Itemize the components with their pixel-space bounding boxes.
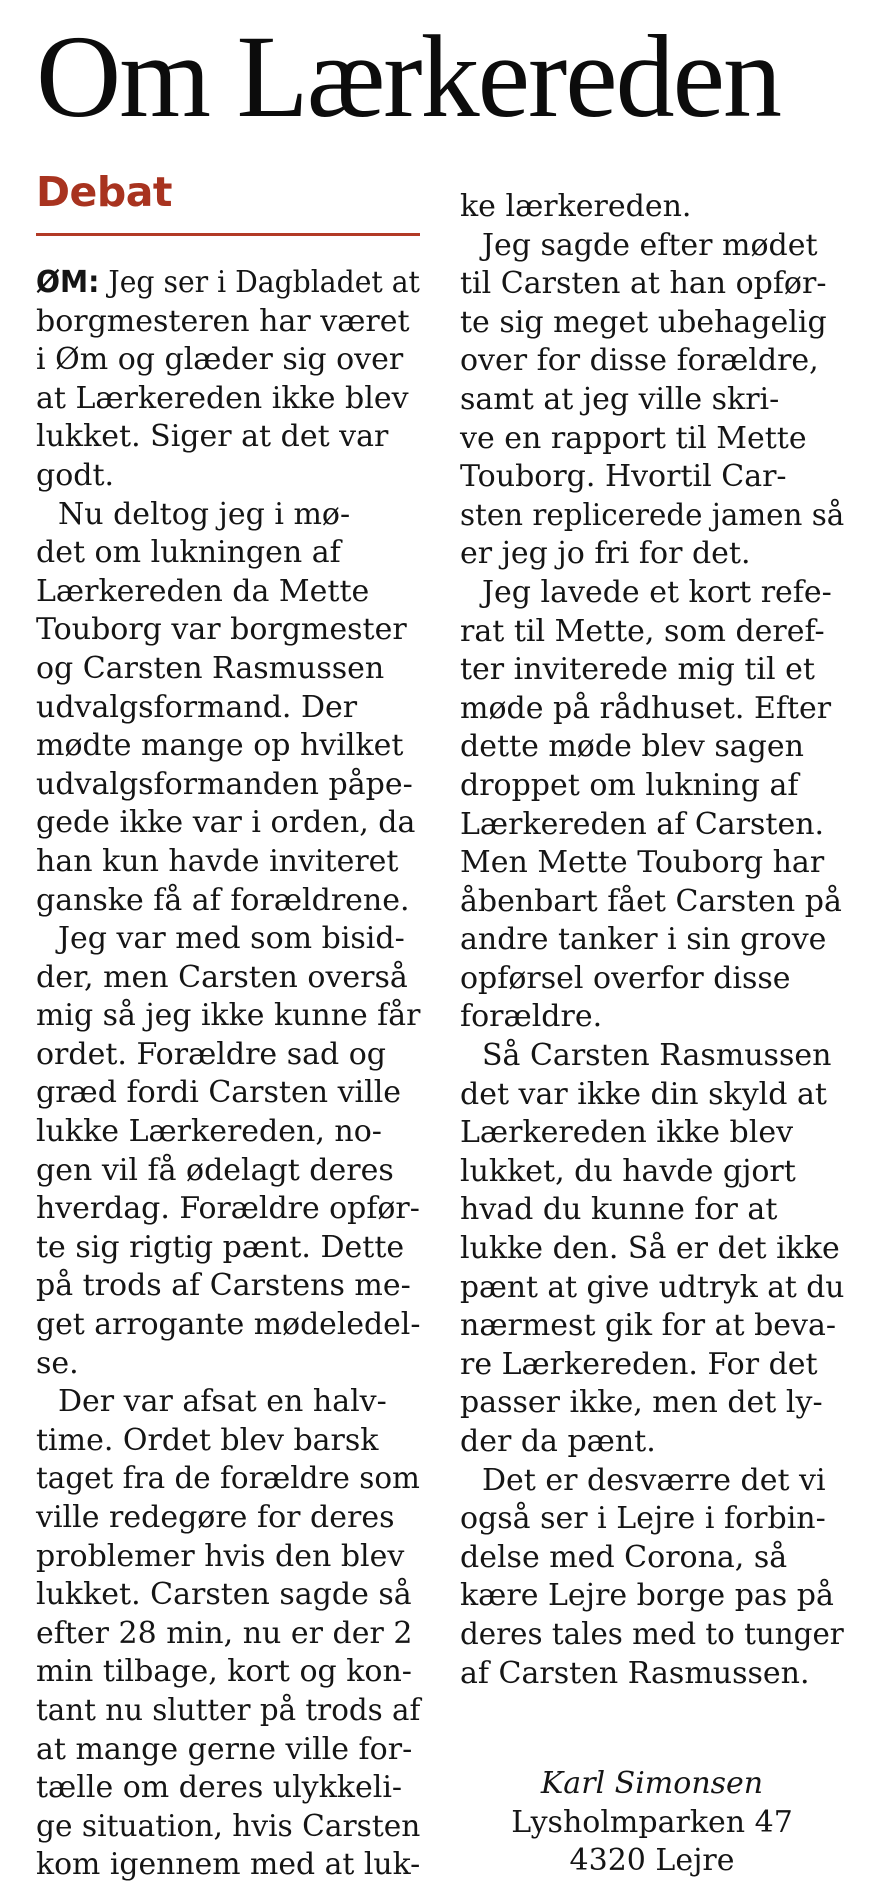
text-line-content: Lærkereden af Carsten. bbox=[460, 806, 825, 842]
text-line bbox=[36, 1074, 420, 1113]
text-line bbox=[36, 1345, 420, 1384]
text-line bbox=[460, 1655, 844, 1694]
text-line-content: Så Carsten Rasmussen bbox=[482, 1038, 832, 1074]
author-name: Karl Simonsen bbox=[540, 1766, 764, 1801]
text-line bbox=[460, 1500, 844, 1539]
text-line bbox=[36, 1653, 420, 1692]
text-line bbox=[36, 1113, 420, 1152]
text-line bbox=[460, 188, 844, 227]
text-line bbox=[460, 960, 844, 999]
text-line-content: åbenbart fået Carsten på bbox=[460, 883, 842, 919]
text-line-content: deres tales med to tunger bbox=[460, 1616, 844, 1652]
headline: Om Lærkereden bbox=[36, 11, 780, 142]
text-line bbox=[36, 1692, 420, 1731]
text-line-content: godt. bbox=[36, 457, 115, 493]
text-line-content: passer ikke, men det ly- bbox=[460, 1385, 823, 1421]
text-line bbox=[36, 496, 420, 535]
text-line-content: det om lukningen af bbox=[36, 535, 341, 571]
section-rule bbox=[36, 233, 420, 236]
text-line bbox=[460, 1384, 844, 1423]
text-line-content: i Øm og glæder sig over bbox=[36, 342, 404, 378]
text-line-content: andre tanker i sin grove bbox=[460, 922, 827, 958]
text-line bbox=[36, 1383, 420, 1422]
text-line bbox=[36, 1576, 420, 1615]
text-line-content: over for disse forældre, bbox=[460, 343, 819, 379]
text-line bbox=[460, 844, 844, 883]
text-line-content: til Carsten at han opfør- bbox=[460, 266, 827, 302]
text-line-content: det var ikke din skyld at bbox=[460, 1076, 827, 1112]
text-line-content: sten replicerede jamen så bbox=[460, 497, 845, 533]
text-line bbox=[460, 806, 844, 845]
text-line bbox=[460, 767, 844, 806]
dateline: ØM: bbox=[36, 265, 100, 300]
text-line-content: også ser i Lejre i forbin- bbox=[460, 1501, 826, 1537]
text-line bbox=[460, 227, 844, 266]
text-line-content: lukke Lærkereden, no- bbox=[36, 1114, 382, 1150]
text-line-content: te sig rigtig pænt. Dette bbox=[36, 1229, 405, 1265]
text-line bbox=[460, 420, 844, 459]
text-line bbox=[460, 1462, 844, 1501]
text-line bbox=[460, 1539, 844, 1578]
text-line bbox=[460, 497, 844, 536]
text-line-content: er jeg jo fri for det. bbox=[460, 536, 751, 572]
text-line-content: tant nu slutter på trods af bbox=[36, 1692, 421, 1728]
text-line-content: på trods af Carstens me- bbox=[36, 1268, 411, 1304]
text-line bbox=[36, 1460, 420, 1499]
text-line-content: kom igennem med at luk- bbox=[36, 1847, 421, 1883]
text-line bbox=[460, 690, 844, 729]
text-line-content: ordet. Forældre sad og bbox=[36, 1036, 386, 1072]
text-line-content: græd fordi Carsten ville bbox=[36, 1075, 402, 1111]
text-line bbox=[36, 959, 420, 998]
text-line bbox=[460, 535, 844, 574]
text-line-content: min tilbage, kort og kon- bbox=[36, 1654, 412, 1690]
text-line bbox=[36, 1731, 420, 1770]
text-line bbox=[36, 380, 420, 419]
text-line-content: ke lærkereden. bbox=[460, 189, 692, 224]
text-line-content: Touborg var borgmester bbox=[36, 612, 407, 648]
text-line bbox=[460, 265, 844, 304]
article-column-left bbox=[36, 264, 420, 1885]
author-address: Lysholmparken 47 bbox=[511, 1804, 793, 1840]
text-line-content: af Carsten Rasmussen. bbox=[460, 1655, 810, 1691]
text-line-content: pænt at give udtryk at du bbox=[460, 1269, 845, 1305]
text-line bbox=[36, 843, 420, 882]
text-line-content: ganske få af forældrene. bbox=[36, 882, 410, 918]
text-line-content: Nu deltog jeg i mø- bbox=[58, 496, 351, 532]
text-line bbox=[36, 1769, 420, 1808]
text-line-content: udvalgsformanden påpe- bbox=[36, 766, 413, 802]
text-line-content: udvalgsformand. Der bbox=[36, 689, 358, 725]
text-line bbox=[36, 611, 420, 650]
text-line-content: Jeg ser i Dagbladet at bbox=[99, 265, 420, 300]
text-line bbox=[460, 998, 844, 1037]
text-line bbox=[36, 727, 420, 766]
text-line-content: borgmesteren har været bbox=[36, 303, 410, 339]
text-line bbox=[36, 1190, 420, 1229]
text-line-content: se. bbox=[36, 1345, 79, 1381]
text-line bbox=[460, 574, 844, 613]
text-line bbox=[36, 1422, 420, 1461]
text-line bbox=[460, 381, 844, 420]
text-line-content: der, men Carsten overså bbox=[36, 959, 408, 995]
text-line bbox=[36, 303, 420, 342]
text-line bbox=[460, 883, 844, 922]
text-line-content: møde på rådhuset. Efter bbox=[460, 690, 832, 726]
text-line bbox=[460, 613, 844, 652]
text-line-content: lukket. Carsten sagde så bbox=[36, 1577, 412, 1613]
text-line-content: delse med Corona, så bbox=[460, 1539, 788, 1575]
text-line-content: rat til Mette, som deref- bbox=[460, 613, 825, 649]
text-line bbox=[36, 1036, 420, 1075]
text-line bbox=[460, 304, 844, 343]
text-line bbox=[36, 457, 420, 496]
text-line-content: Jeg var med som bisid- bbox=[58, 921, 405, 957]
text-line-content: kære Lejre borge pas på bbox=[460, 1578, 834, 1614]
text-line-content: get arrogante mødeledel- bbox=[36, 1307, 421, 1343]
text-line-content: Lærkereden ikke blev bbox=[460, 1115, 794, 1151]
signature-block bbox=[460, 1765, 844, 1881]
text-line-content: der da pænt. bbox=[460, 1424, 656, 1459]
text-line bbox=[460, 651, 844, 690]
text-line-content: ville redegøre for deres bbox=[36, 1500, 395, 1535]
text-line-content: taget fra de forældre som bbox=[36, 1461, 420, 1497]
text-line bbox=[36, 1306, 420, 1345]
text-line-content: at Lærkereden ikke blev bbox=[36, 380, 409, 416]
text-line-content: gen vil få ødelagt deres bbox=[36, 1152, 394, 1188]
text-line-content: Lærkereden da Mette bbox=[36, 573, 370, 609]
text-line bbox=[36, 920, 420, 959]
text-line-content: te sig meget ubehagelig bbox=[460, 304, 827, 340]
text-line bbox=[460, 1114, 844, 1153]
text-line-content: Jeg lavede et kort refe- bbox=[482, 574, 832, 610]
text-line bbox=[36, 1229, 420, 1268]
section-label: Debat bbox=[36, 168, 172, 216]
text-line bbox=[36, 1808, 420, 1847]
text-line bbox=[36, 804, 420, 843]
text-line bbox=[36, 1538, 420, 1577]
text-line-content: dette møde blev sagen bbox=[460, 729, 804, 765]
text-line bbox=[460, 1616, 844, 1655]
text-line bbox=[460, 1230, 844, 1269]
text-line-content: mødte mange op hvilket bbox=[36, 728, 404, 764]
text-line-content: og Carsten Rasmussen bbox=[36, 650, 385, 686]
text-line-content: time. Ordet blev barsk bbox=[36, 1422, 379, 1458]
text-line bbox=[36, 1615, 420, 1654]
text-line-content: efter 28 min, nu er der 2 bbox=[36, 1615, 413, 1651]
text-line bbox=[460, 1307, 844, 1346]
text-line-content: at mange gerne ville for- bbox=[36, 1731, 413, 1767]
text-line-content: Der var afsat en halv- bbox=[58, 1384, 387, 1420]
text-line bbox=[36, 997, 420, 1036]
text-line bbox=[36, 418, 420, 457]
text-line-content: lukke den. Så er det ikke bbox=[460, 1231, 840, 1267]
text-line-content: opførsel overfor disse bbox=[460, 960, 791, 996]
text-line-content: gede ikke var i orden, da bbox=[36, 805, 416, 841]
text-line bbox=[36, 1846, 420, 1885]
text-line-content: hverdag. Forældre opfør- bbox=[36, 1191, 420, 1227]
text-line bbox=[36, 1267, 420, 1306]
text-line bbox=[460, 458, 844, 497]
text-line bbox=[36, 650, 420, 689]
text-line bbox=[36, 766, 420, 805]
text-line bbox=[36, 264, 420, 303]
text-line bbox=[460, 342, 844, 381]
text-line bbox=[36, 534, 420, 573]
text-line-content: tælle om deres ulykkeli- bbox=[36, 1770, 403, 1806]
text-line bbox=[36, 1152, 420, 1191]
text-line bbox=[460, 1269, 844, 1308]
text-line bbox=[36, 689, 420, 728]
text-line-content: Det er desværre det vi bbox=[482, 1462, 826, 1498]
text-line-content: Men Mette Touborg har bbox=[460, 845, 825, 881]
text-line bbox=[36, 341, 420, 380]
text-line-content: ge situation, hvis Carsten bbox=[36, 1808, 421, 1844]
text-line-content: mig så jeg ikke kunne får bbox=[36, 998, 421, 1034]
text-line bbox=[460, 1346, 844, 1385]
text-line-content: problemer hvis den blev bbox=[36, 1538, 405, 1574]
text-line bbox=[36, 573, 420, 612]
author-city: 4320 Lejre bbox=[569, 1843, 735, 1879]
text-line-content: re Lærkereden. For det bbox=[460, 1346, 818, 1382]
text-line-content: droppet om lukning af bbox=[460, 767, 799, 803]
text-line bbox=[36, 1499, 420, 1538]
text-line-content: nærmest gik for at beva- bbox=[460, 1308, 837, 1344]
text-line bbox=[460, 1191, 844, 1230]
text-line bbox=[460, 1076, 844, 1115]
text-line-content: lukket. Siger at det var bbox=[36, 419, 389, 455]
text-line-content: ter inviterede mig til et bbox=[460, 652, 815, 688]
text-line bbox=[460, 1037, 844, 1076]
text-line bbox=[460, 728, 844, 767]
text-line bbox=[460, 1153, 844, 1192]
text-line-content: samt at jeg ville skri- bbox=[460, 381, 780, 417]
text-line bbox=[460, 1423, 844, 1462]
text-line bbox=[36, 882, 420, 921]
text-line-content: Touborg. Hvortil Car- bbox=[460, 459, 787, 495]
text-line bbox=[460, 921, 844, 960]
article-column-right bbox=[460, 188, 844, 1693]
text-line-content: han kun havde inviteret bbox=[36, 843, 399, 879]
text-line-content: forældre. bbox=[460, 999, 603, 1035]
text-line-content: ve en rapport til Mette bbox=[460, 420, 807, 456]
text-line-content: hvad du kunne for at bbox=[460, 1192, 778, 1228]
text-line-content: Jeg sagde efter mødet bbox=[482, 227, 818, 263]
text-line-content: lukket, du havde gjort bbox=[460, 1153, 796, 1189]
text-line bbox=[460, 1577, 844, 1616]
